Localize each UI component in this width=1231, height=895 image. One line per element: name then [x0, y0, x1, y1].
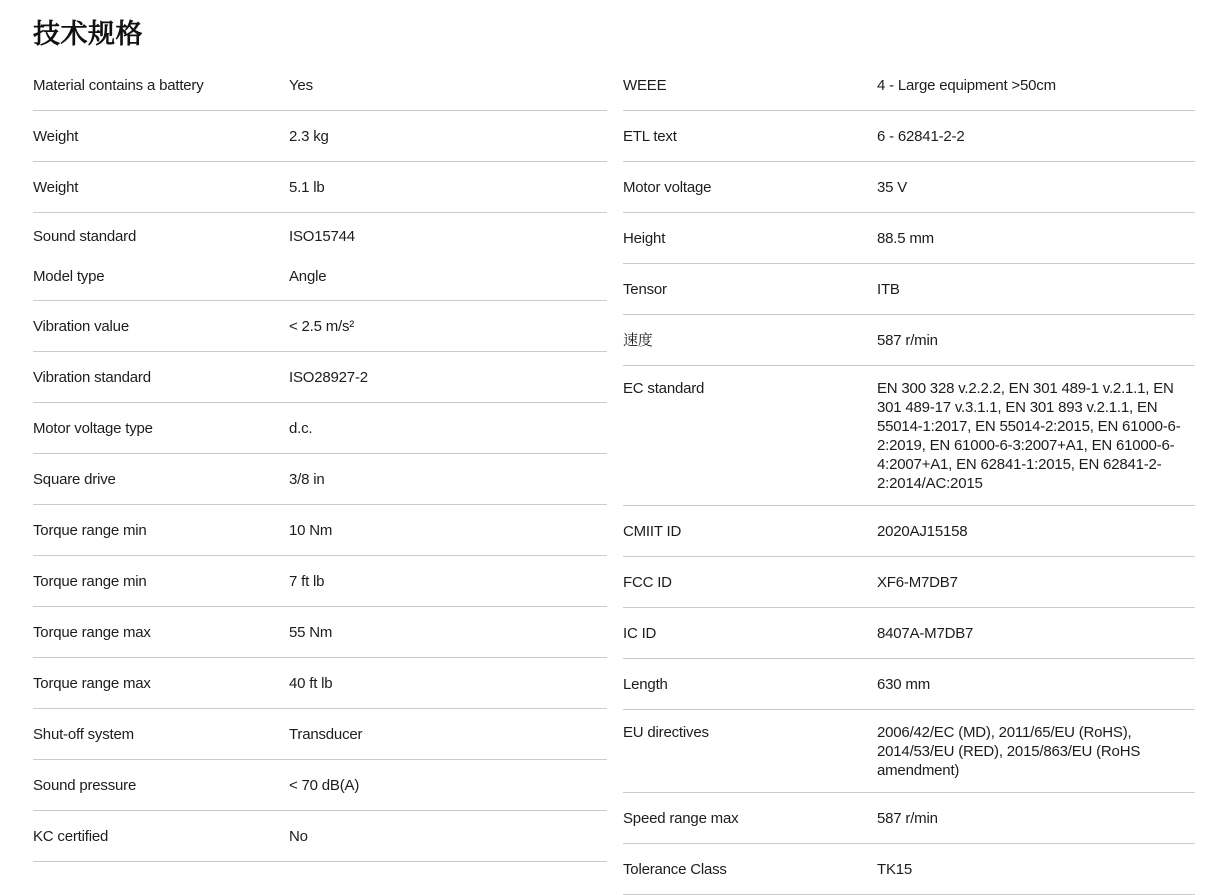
spec-label: Torque range min [33, 573, 147, 590]
spec-row [33, 267, 607, 286]
spec-row [623, 506, 1195, 557]
spec-value: Yes [289, 77, 313, 94]
spec-columns [33, 60, 1198, 895]
spec-value: 8407A-M7DB7 [877, 625, 974, 642]
spec-row [33, 607, 607, 658]
spec-label: EU directives [623, 724, 709, 741]
spec-label: Square drive [33, 471, 116, 488]
spec-row [623, 659, 1195, 710]
spec-label: FCC ID [623, 574, 672, 591]
spec-value: TK15 [877, 861, 913, 878]
spec-label: Tensor [623, 281, 667, 298]
spec-row [33, 162, 607, 213]
spec-row [33, 454, 607, 505]
spec-row [623, 608, 1195, 659]
spec-label: Height [623, 230, 666, 247]
spec-value: 88.5 mm [877, 230, 934, 247]
spec-value: d.c. [289, 420, 313, 437]
page-title: 技术规格 [33, 19, 143, 49]
spec-value: XF6-M7DB7 [877, 574, 958, 591]
spec-row [33, 352, 607, 403]
spec-label: Length [623, 676, 668, 693]
spec-label: Torque range max [33, 675, 151, 692]
spec-label: Vibration value [33, 318, 129, 335]
spec-row [33, 760, 607, 811]
spec-value: 35 V [877, 179, 908, 196]
spec-label: KC certified [33, 828, 109, 845]
spec-label: Motor voltage type [33, 420, 153, 437]
specs-table-left [33, 60, 607, 895]
spec-label: Speed range max [623, 810, 739, 827]
spec-value: 6 - 62841-2-2 [877, 128, 965, 145]
spec-value: 7 ft lb [289, 573, 325, 590]
spec-value: EN 300 328 v.2.2.2, EN 301 489-1 v.2.1.1, EN 301 489-17 v.3.1.1, EN 301 893 v.2.1.1, EN 55014-1:2017, EN 55014-2:2015, EN 61000-6-2:2019, EN 61000-6-3:2007+A1, EN 61000-6-4:2007+A1, EN 62841-1:2015, EN 62841-2-2:2014/AC:2015 [877, 380, 1181, 492]
spec-label: ETL text [623, 128, 677, 145]
spec-value: 2.3 kg [289, 128, 329, 145]
spec-row [33, 60, 607, 111]
spec-row [33, 658, 607, 709]
spec-label: WEEE [623, 77, 667, 94]
spec-row [33, 709, 607, 760]
spec-value: 40 ft lb [289, 675, 333, 692]
spec-value: 55 Nm [289, 624, 333, 641]
spec-label: Weight [33, 179, 79, 196]
spec-value: 2006/42/EC (MD), 2011/65/EU (RoHS), 2014/53/EU (RED), 2015/863/EU (RoHS amendment) [877, 724, 1141, 779]
spec-value: 4 - Large equipment >50cm [877, 77, 1056, 94]
spec-label: Material contains a battery [33, 77, 204, 94]
spec-label: CMIIT ID [623, 523, 682, 540]
spec-label: Model type [33, 268, 105, 285]
spec-label: Weight [33, 128, 79, 145]
spec-value: No [289, 828, 308, 845]
spec-label: EC standard [623, 380, 705, 397]
spec-row [33, 811, 607, 862]
spec-row [623, 315, 1195, 366]
spec-row [623, 213, 1195, 264]
spec-row [33, 227, 607, 246]
spec-label: Torque range min [33, 522, 147, 539]
spec-row [623, 366, 1195, 506]
spec-value: 587 r/min [877, 332, 938, 349]
spec-row [623, 162, 1195, 213]
spec-value: Angle [289, 268, 327, 285]
spec-value: ISO28927-2 [289, 369, 368, 386]
spec-value: 10 Nm [289, 522, 333, 539]
spec-label: Torque range max [33, 624, 151, 641]
spec-value: 5.1 lb [289, 179, 325, 196]
spec-label: IC ID [623, 625, 657, 642]
spec-value: 630 mm [877, 676, 930, 693]
spec-value: 3/8 in [289, 471, 325, 488]
spec-row [623, 111, 1195, 162]
spec-row [33, 403, 607, 454]
spec-value: ITB [877, 281, 900, 298]
spec-row-group [33, 213, 607, 301]
spec-label: Shut-off system [33, 726, 134, 743]
spec-label: 速度 [623, 332, 653, 349]
spec-row [623, 264, 1195, 315]
spec-value: 2020AJ15158 [877, 523, 968, 540]
specs-table-right [623, 60, 1195, 895]
spec-value: < 70 dB(A) [289, 777, 360, 794]
spec-value: 587 r/min [877, 810, 938, 827]
spec-value: ISO15744 [289, 228, 355, 245]
spec-label: Tolerance Class [623, 861, 727, 878]
spec-row [623, 557, 1195, 608]
spec-row [623, 793, 1195, 844]
spec-row [33, 111, 607, 162]
spec-row [623, 844, 1195, 895]
spec-value: < 2.5 m/s² [289, 318, 355, 335]
spec-row [33, 301, 607, 352]
spec-value: Transducer [289, 726, 363, 743]
spec-label: Sound pressure [33, 777, 137, 794]
spec-row [623, 60, 1195, 111]
spec-row [33, 556, 607, 607]
spec-label: Sound standard [33, 228, 137, 245]
spec-label: Motor voltage [623, 179, 712, 196]
spec-row [623, 710, 1195, 793]
spec-label: Vibration standard [33, 369, 151, 386]
spec-row [33, 505, 607, 556]
